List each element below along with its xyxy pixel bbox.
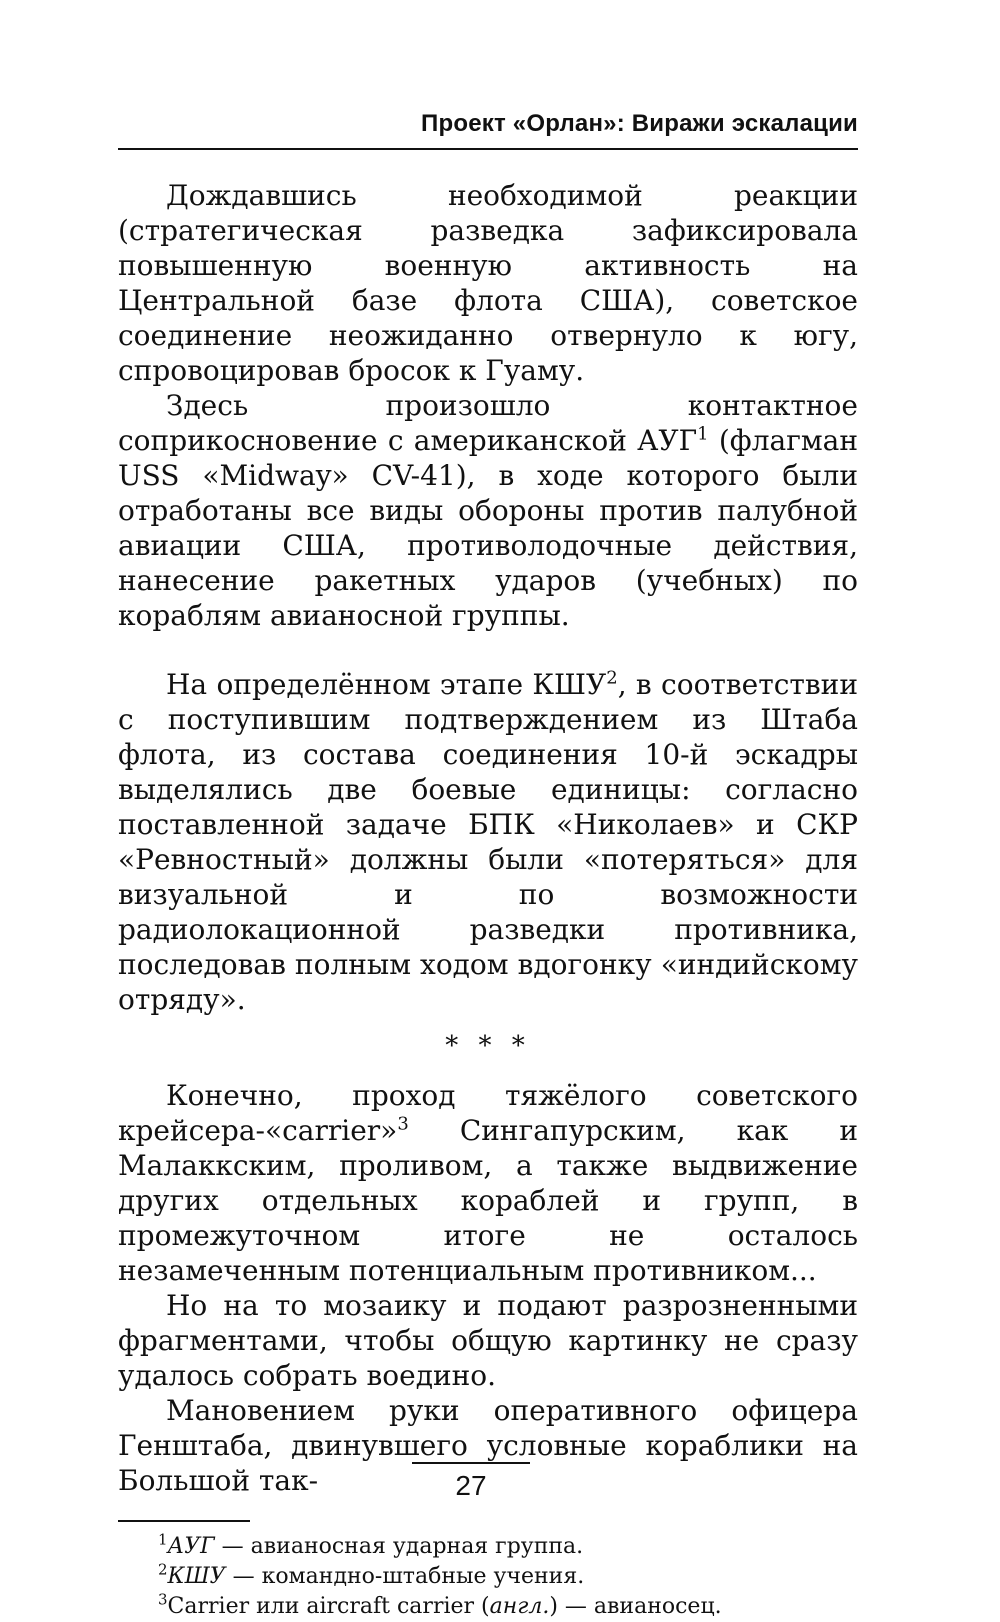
footnote-ref-3: 3 xyxy=(397,1113,409,1135)
page-number: 27 xyxy=(455,1470,487,1501)
paragraph-6: Мановением руки оперативного офицера Генштаба, двинувшего условные кораблики на Большой так- xyxy=(118,1394,858,1497)
paragraph-2-end: (флагман USS «Midway» CV-41), в ходе которого были отработаны все виды обороны против палубной авиации США, противолодочные действия, нанесение ракетных ударов (учебных) по кораблям авианосной группы. xyxy=(118,424,858,632)
running-header: Проект «Орлан»: Виражи эскалации xyxy=(118,110,858,150)
footnotes xyxy=(118,1532,858,1622)
section-separator: * * * xyxy=(445,1031,531,1061)
footnote-number: 1 xyxy=(158,1530,168,1549)
paragraph-3-start: На определённом этапе КШУ xyxy=(166,668,607,701)
footnote-number: 2 xyxy=(158,1560,168,1579)
footnote-ref-1: 1 xyxy=(697,423,709,445)
paragraph-4 xyxy=(118,1078,858,1288)
paragraph-1: Дождавшись необходимой реакции (стратегическая разведка зафиксировала повышенную военную активность на Центральной базе флота США), советское соединение неожиданно отвернуло к югу, спровоцировав бросок к Гуаму. xyxy=(118,179,858,387)
footnote-text-tail: ) — авианосец. xyxy=(549,1594,722,1619)
paragraph-4-start: Конечно, проход тяжёлого советского крейсера-«carrier» xyxy=(118,1079,858,1147)
footnote-2 xyxy=(158,1562,858,1592)
footnote-divider xyxy=(118,1520,250,1522)
footnote-term: АУГ xyxy=(167,1534,215,1559)
body-text xyxy=(118,178,858,1498)
footnote-text: — авианосная ударная группа. xyxy=(214,1534,584,1559)
footnote-term: КШУ xyxy=(167,1564,226,1589)
page-number-rule xyxy=(412,1462,530,1464)
paragraph-2 xyxy=(118,388,858,633)
footnote-text: — командно-штабные учения. xyxy=(225,1564,585,1589)
footnote-1 xyxy=(158,1532,858,1562)
paragraph-3-end: , в соответствии с поступившим подтверждением из Штаба флота, из состава соединения 10-й эскадры выделялись две боевые единицы: согласно поставленной задаче БПК «Николаев» и СКР «Ревностный» должны были «потеряться» для визуальной и по возможности радиолокационной разведки противника, последовав полным ходом вдогонку «индийскому отряду». xyxy=(118,668,858,1016)
footnote-ref-2: 2 xyxy=(606,667,618,689)
footnote-text: Carrier или aircraft carrier ( xyxy=(167,1594,490,1619)
footnote-lang: англ. xyxy=(489,1594,550,1619)
paragraph-3 xyxy=(118,667,858,1017)
footnote-number: 3 xyxy=(158,1590,168,1609)
paragraph-4-end: Сингапурским, как и Малаккским, проливом, а также выдвижение других отдельных кораблей и групп, в промежуточном итоге не осталось незамеченным потенциальным противником... xyxy=(118,1114,858,1287)
paragraph-5: Но на то мозаику и подают разрозненными фрагментами, чтобы общую картинку не сразу удалось собрать воедино. xyxy=(118,1289,858,1392)
paragraph-2-start: Здесь произошло контактное соприкосновение с американской АУГ xyxy=(118,389,858,457)
book-page xyxy=(118,110,858,1622)
footnote-3 xyxy=(158,1592,858,1622)
